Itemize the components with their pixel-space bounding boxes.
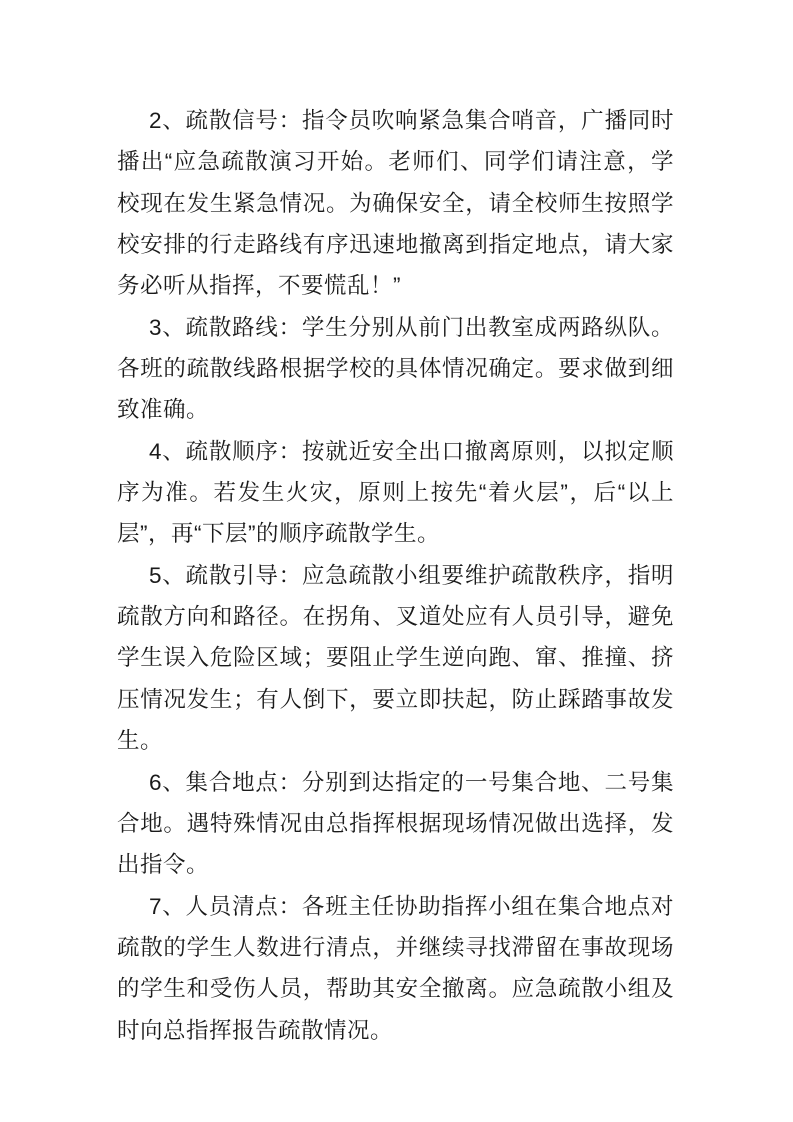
paragraph-assembly-point: 6、集合地点：分别到达指定的一号集合地、二号集合地。遇特殊情况由总指挥根据现场情况做出选择，发出指令。: [117, 769, 674, 878]
paragraph-evacuation-order: 4、疏散顺序：按就近安全出口撤离原则，以拟定顺序为准。若发生火灾，原则上按先“着火层”，后“以上层”，再“下层”的顺序疏散学生。: [117, 438, 674, 547]
paragraph-headcount: 7、人员清点：各班主任协助指挥小组在集合地点对疏散的学生人数进行清点，并继续寻找滞留在事故现场的学生和受伤人员，帮助其安全撤离。应急疏散小组及时向总指挥报告疏散情况。: [117, 893, 674, 1043]
paragraph-evacuation-signal: 2、疏散信号：指令员吹响紧急集合哨音，广播同时播出“应急疏散演习开始。老师们、同学们请注意，学校现在发生紧急情况。为确保安全，请全校师生按照学校安排的行走路线有序迅速地撤离到指定地点，请大家务必听从指挥，不要慌乱！”: [117, 108, 674, 299]
paragraph-evacuation-guidance: 5、疏散引导：应急疏散小组要维护疏散秩序，指明疏散方向和路径。在拐角、叉道处应有人员引导，避免学生误入危险区域；要阻止学生逆向跑、窜、推撞、挤压情况发生；有人倒下，要立即扶起，防止踩踏事故发生。: [117, 562, 674, 754]
document-body: [117, 100, 674, 1051]
paragraph-evacuation-route: 3、疏散路线：学生分别从前门出教室成两路纵队。各班的疏散线路根据学校的具体情况确定。要求做到细致准确。: [117, 314, 674, 423]
